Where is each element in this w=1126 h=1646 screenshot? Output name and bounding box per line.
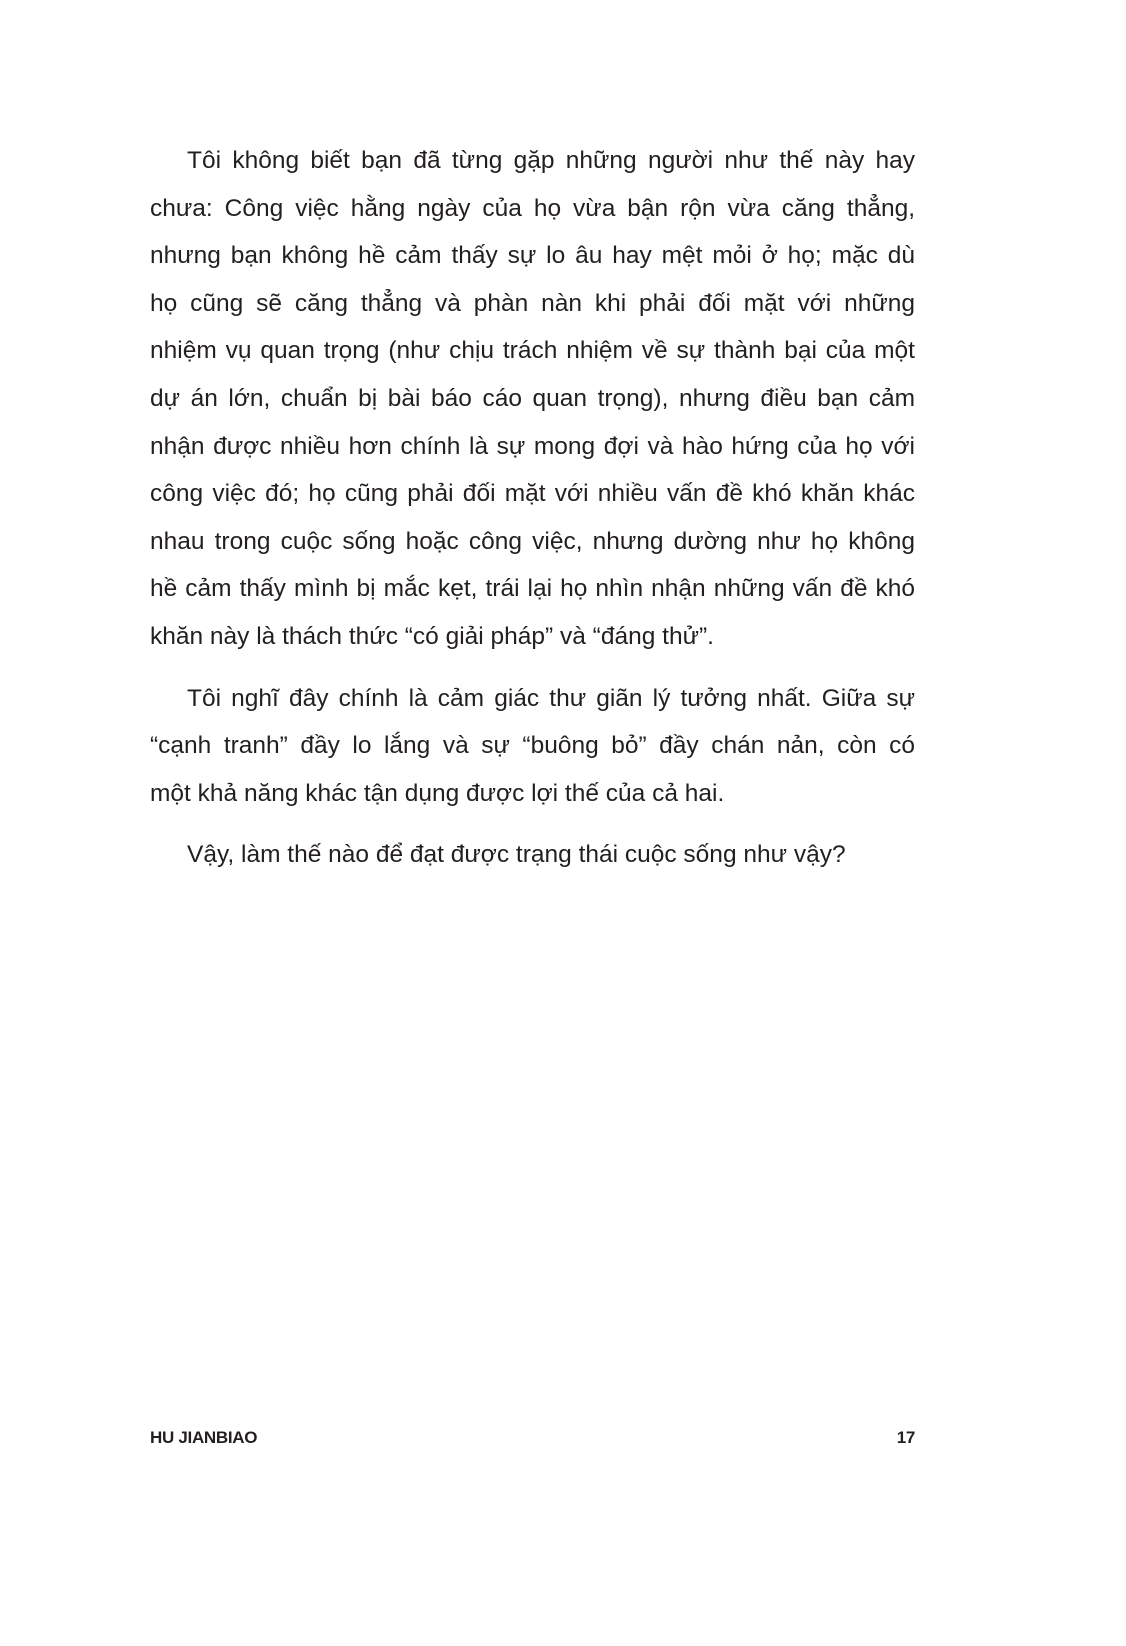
paragraph [150, 675, 915, 818]
text-line: Vậy, làm thế nào để đạt được trạng thái cuộc sống như vậy? [187, 841, 846, 869]
page-number: 17 [896, 1428, 915, 1447]
text-line: nhiệm vụ quan trọng (như chịu trách nhiệm về sự thành bại của một [150, 337, 915, 365]
paragraph [150, 137, 915, 661]
text-line: họ cũng sẽ căng thẳng và phàn nàn khi phải đối mặt với những [150, 289, 915, 317]
text-line: Tôi không biết bạn đã từng gặp những người như thế này hay [187, 147, 915, 174]
text-line: Tôi nghĩ đây chính là cảm giác thư giãn lý tưởng nhất. Giữa sự [187, 684, 915, 712]
body-text [150, 137, 915, 893]
text-line: công việc đó; họ cũng phải đối mặt với nhiều vấn đề khó khăn khác [150, 480, 915, 508]
text-line: nhận được nhiều hơn chính là sự mong đợi và hào hứng của họ với [150, 432, 915, 460]
text-line: một khả năng khác tận dụng được lợi thế của cả hai. [150, 779, 725, 807]
text-line: “cạnh tranh” đầy lo lắng và sự “buông bỏ” đầy chán nản, còn có [150, 732, 915, 760]
text-line: chưa: Công việc hằng ngày của họ vừa bận rộn vừa căng thẳng, [150, 194, 915, 222]
page-footer [150, 1428, 915, 1448]
text-line: nhưng bạn không hề cảm thấy sự lo âu hay mệt mỏi ở họ; mặc dù [150, 242, 915, 270]
text-line: nhau trong cuộc sống hoặc công việc, nhưng dường như họ không [150, 527, 915, 555]
paragraph [150, 831, 915, 879]
text-line: hề cảm thấy mình bị mắc kẹt, trái lại họ nhìn nhận những vấn đề khó [150, 575, 915, 603]
text-line: dự án lớn, chuẩn bị bài báo cáo quan trọng), nhưng điều bạn cảm [150, 384, 915, 412]
text-line: khăn này là thách thức “có giải pháp” và “đáng thử”. [150, 622, 714, 650]
running-author: HU JIANBIAO [150, 1428, 258, 1447]
